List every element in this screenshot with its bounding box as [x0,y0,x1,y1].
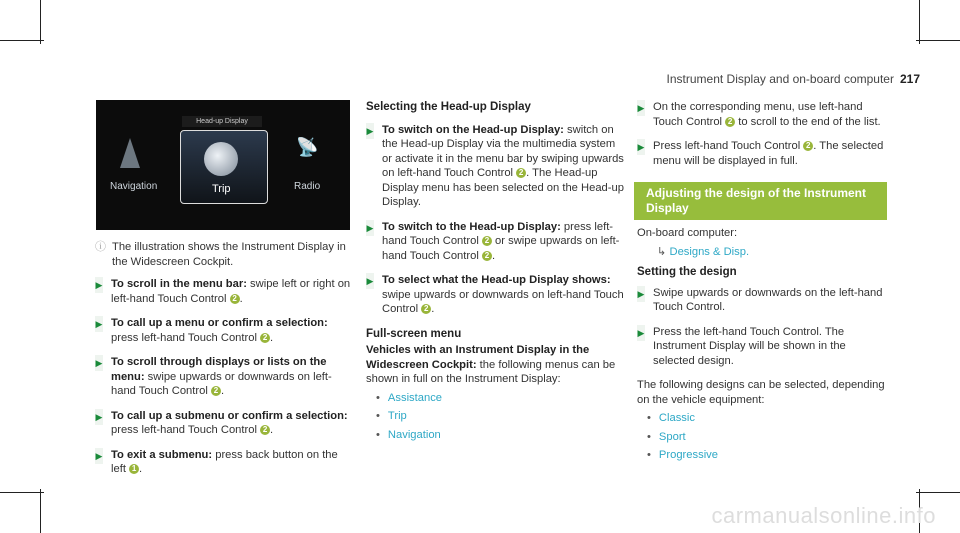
step-text [653,325,887,369]
designs-note: The following designs can be selected, depending on the vehicle equipment: [637,379,885,406]
instruction-step [95,448,353,477]
step-end: . [431,303,435,315]
crop-mark [919,0,920,44]
header-title: Instrument Display and on-board computer [666,72,894,86]
onboard-label: On-board computer: [637,227,738,239]
list-item[interactable]: • Trip [376,409,626,424]
callout-badge: 2 [725,117,735,127]
callout-badge: 2 [482,251,492,261]
step-arrow-icon: ▶ [366,123,374,139]
instruction-step [95,316,353,345]
column-1 [95,100,353,487]
step-text [653,286,887,315]
step-body: On the corresponding menu, use left-hand Touch Control [653,101,863,128]
step-text [111,316,353,345]
step-bold: To switch to the Head-up Display: [382,220,561,233]
step-bold: To scroll in the menu bar: [111,278,247,290]
list-item[interactable]: • Sport [647,430,887,445]
step-end: . [270,424,274,436]
callout-badge: 2 [260,333,270,343]
list-item[interactable]: • Classic [647,411,887,426]
step-arrow-icon: ▶ [95,316,103,332]
crop-mark [916,492,960,493]
design-list [637,411,887,463]
step-text [111,355,353,399]
instruction-step [637,139,887,168]
step-body: or swipe upwards on left-hand Touch Control [382,235,620,262]
step-arrow-icon: ▶ [95,448,103,464]
callout-badge: 2 [211,386,221,396]
callout-badge: 2 [421,304,431,314]
step-end: . The Head-up Display menu has been selected on the Head-up Display. [382,167,624,208]
menu-path: ↳ Designs & Disp. [657,245,750,258]
step-body: swipe upwards or downwards on left-hand Touch Control [382,288,624,315]
step-end: . [139,463,143,475]
step-body: Swipe upwards or downwards on the left-hand Touch Control. [653,286,883,313]
step-body: press left-hand Touch Control [111,331,261,344]
step-body: swipe upwards or downwards on left-hand Touch Control [111,370,332,397]
step-text [111,448,353,477]
step-body: press left-hand Touch Control [382,220,614,247]
setting-heading: Setting the design [637,266,737,278]
callout-badge: 2 [230,294,240,304]
crop-mark [40,0,41,44]
menu-trip: Trip [212,183,231,195]
callout-badge: 2 [803,141,813,151]
section-banner: Adjusting the design of the Instrument Display [634,182,887,220]
page-number: 217 [899,72,920,86]
instruction-step [637,100,887,129]
instruction-step [637,325,887,369]
step-bold: To exit a submenu: [111,448,213,461]
step-end: . [220,385,225,397]
watermark: carmanualsonline.info [711,503,936,528]
step-bold: To scroll through displays or lists on the menu: [111,356,327,383]
step-bold: To call up a menu or confirm a selection: [111,317,328,329]
callout-badge: 2 [482,236,492,246]
column-2 [366,100,626,448]
menu-radio: Radio [294,181,321,192]
info-icon: ⓘ [95,241,106,253]
step-text [111,409,353,438]
step-arrow-icon: ▶ [366,220,374,236]
callout-badge: 2 [260,425,270,435]
step-text [382,123,626,210]
step-arrow-icon: ▶ [637,286,645,302]
step-end: . The selected menu will be displayed in full. [653,140,884,167]
callout-badge: 1 [129,464,139,474]
radio-icon: 📡 [296,137,319,157]
step-end: . [270,331,274,344]
list-item[interactable]: • Progressive [647,448,887,463]
step-text [382,273,626,317]
step-bold: To switch on the Head-up Display: [382,123,564,136]
sub-heading: Full-screen menu [366,327,462,340]
step-end: . [239,292,243,305]
instruction-step [366,123,626,210]
menu-list [366,391,626,443]
step-body: switch on the Head-up Display via the multimedia system or activate it in the menu bar by swiping upwards on left-hand Touch Control [382,123,624,179]
step-arrow-icon: ▶ [95,355,103,371]
instruction-step [95,409,353,438]
step-arrow-icon: ▶ [637,139,645,155]
menu-path-link[interactable]: Designs & Disp. [669,245,750,258]
step-arrow-icon: ▶ [95,277,103,293]
crop-mark [0,492,44,493]
column-3 [637,100,887,469]
step-body: Press left-hand Touch Control [653,140,804,152]
instruction-step [95,277,353,306]
display-illustration [96,100,350,230]
step-body: press left-hand Touch Control [111,424,261,436]
step-end: . [491,249,496,262]
step-text [653,139,887,168]
crop-mark [916,40,960,41]
crop-mark [40,489,41,533]
step-arrow-icon: ▶ [95,409,103,425]
menu-navigation: Navigation [110,181,158,192]
step-text [382,220,626,264]
callout-badge: 2 [516,168,526,178]
page-header [667,72,920,86]
step-arrow-icon: ▶ [637,100,645,116]
step-body: Press the left-hand Touch Control. The Instrument Display will be shown in the selected design. [653,325,846,367]
step-arrow-icon: ▶ [366,273,374,289]
trip-icon [204,142,238,176]
instruction-step [637,286,887,315]
head-up-menu-label: Head-up Display [182,116,262,127]
step-body: swipe left or right on left-hand Touch Control [111,278,351,305]
info-note [95,240,353,269]
step-bold: To select what the Head-up Display shows: [382,274,611,286]
step-end: to scroll to the end of the list. [735,115,881,128]
navigation-icon [120,138,140,168]
step-body: press back button on the left [111,448,338,475]
instruction-step [366,273,626,317]
step-text [653,100,887,129]
section-heading: Selecting the Head-up Display [366,101,531,113]
list-item[interactable]: • Assistance [376,391,626,406]
vehicles-note: Vehicles with an Instrument Display in the Widescreen Cockpit: the following menus can be shown in full on the Instrument Display: [366,344,616,385]
instruction-step [366,220,626,264]
list-item[interactable]: • Navigation [376,428,626,443]
instruction-step [95,355,353,399]
crop-mark [0,40,44,41]
step-bold: To call up a submenu or confirm a selection: [111,409,348,422]
step-text [111,277,353,306]
step-arrow-icon: ▶ [637,325,645,341]
info-text: The illustration shows the Instrument Display in the Widescreen Cockpit. [112,241,346,268]
